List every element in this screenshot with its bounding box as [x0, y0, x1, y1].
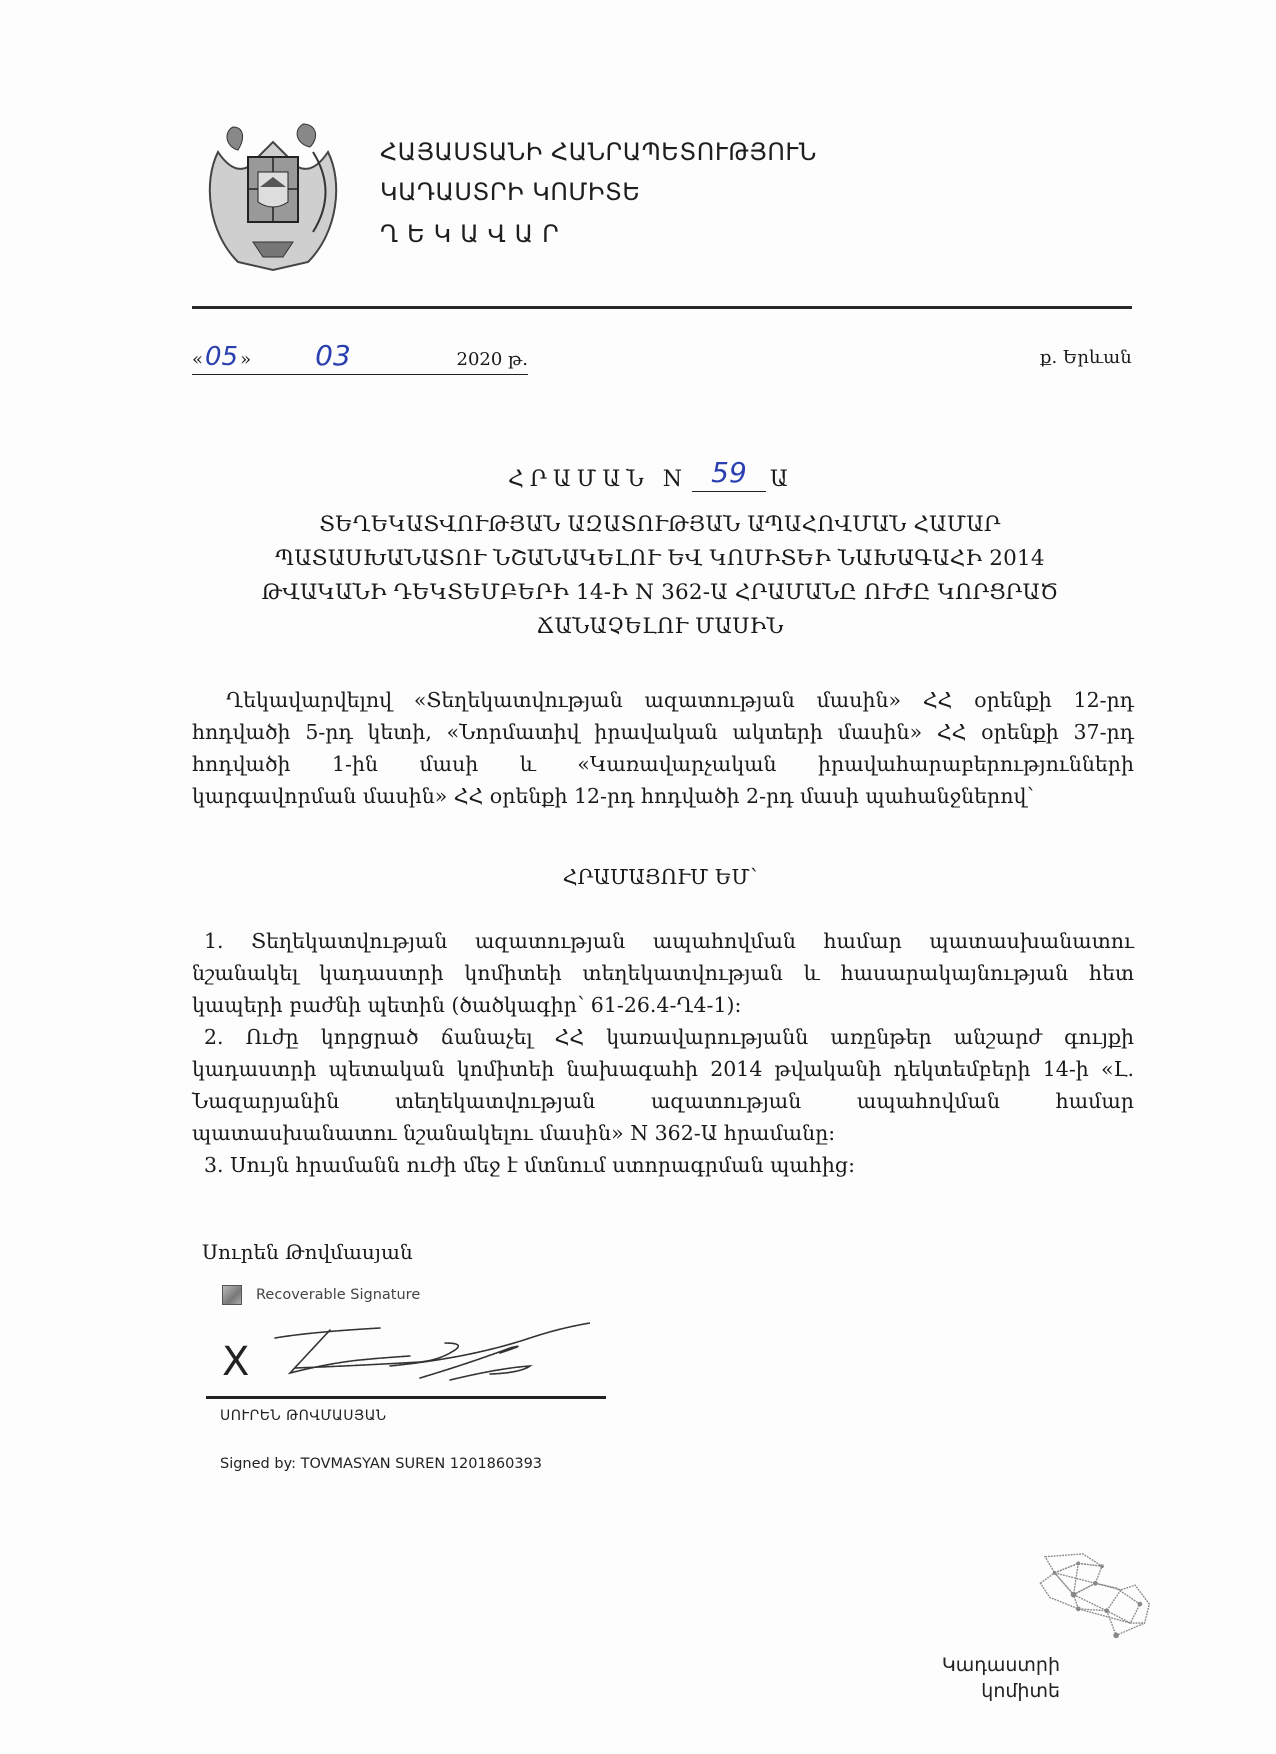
- title-line: ՃԱՆԱՉԵԼՈՒ ՄԱՍԻՆ: [536, 614, 784, 639]
- logo-text-line2: կոմիտե: [981, 1680, 1060, 1702]
- order-heading: [508, 452, 794, 492]
- preamble-line: հոդվածի 5-րդ կետի, «Նորմատիվ իրավական ակտերի մասին» ՀՀ օրենքի 37-րդ: [192, 720, 1134, 744]
- title-line: ԹՎԱԿԱՆԻ ԴԵԿՏԵՄԲԵՐԻ 14-Ի N 362-Ա ՀՐԱՄԱՆԸ ՈՒԺԸ ԿՈՐՑՐԱԾ: [261, 580, 1059, 605]
- order-number-field: [692, 451, 766, 492]
- date-day: 05: [205, 342, 239, 372]
- title-line: ՊԱՏԱՍԽԱՆԱՏՈՒ ՆՇԱՆԱԿԵԼՈՒ ԵՎ ԿՈՄԻՏԵԻ ՆԱԽԱԳԱՀԻ 2014: [275, 546, 1045, 571]
- date-close-quote: »: [240, 349, 252, 370]
- title-line: ՏԵՂԵԿԱՏՎՈՒԹՅԱՆ ԱԶԱՏՈՒԹՅԱՆ ԱՊԱՀՈՎՄԱՆ ՀԱՄԱՐ: [319, 512, 1001, 537]
- recoverable-signature: [222, 1285, 420, 1305]
- signature-x-mark: X: [222, 1339, 250, 1385]
- order-item-1: [192, 925, 1134, 1021]
- decree-heading: ՀՐԱՄԱՅՈՒՄ ԵՄ՝: [562, 865, 758, 889]
- order-title: [190, 508, 1130, 644]
- header-country: ՀԱՅԱՍՏԱՆԻ ՀԱՆՐԱՊԵՏՈՒԹՅՈՒՆ: [380, 138, 817, 166]
- signed-by: Signed by: TOVMASYAN SUREN 1201860393: [220, 1456, 543, 1472]
- item-line: նշանակել կադաստրի կոմիտեի տեղեկատվության և հասարակայնության հետ: [192, 961, 1134, 985]
- signature-printed-name: ՍՈՒՐԵՆ ԹՈՎՄԱՍՅԱՆ: [220, 1408, 387, 1424]
- signature-line: [206, 1396, 606, 1399]
- item-line: 3. Սույն հրամանն ուժի մեջ է մտնում ստորագրման պահից:: [204, 1153, 855, 1177]
- order-item-2: [192, 1021, 1134, 1149]
- order-item-3: [192, 1149, 1134, 1181]
- item-line: կապերի բաժնի պետին (ծածկագիր՝ 61-26.4-Ղ4-1):: [192, 993, 742, 1017]
- signature-image-icon: [222, 1285, 242, 1305]
- item-line: 2. Ուժը կորցրած ճանաչել ՀՀ կառավարությանն առընթեր անշարժ գույքի: [204, 1025, 1134, 1049]
- item-line: կադաստրի պետական կոմիտեի նախագահի 2014 թվականի դեկտեմբերի 14-ի «Լ.: [192, 1057, 1134, 1081]
- order-number: 59: [711, 456, 747, 489]
- order-label: ՀՐԱՄԱՆ N: [508, 467, 688, 492]
- item-line: 1. Տեղեկատվության ազատության ապահովման համար պատասխանատու: [204, 929, 1134, 953]
- date-open-quote: «: [192, 349, 204, 370]
- handwritten-signature: [270, 1318, 590, 1388]
- order-suffix: Ա: [769, 467, 794, 492]
- header-divider: [192, 306, 1132, 309]
- cadastre-network-logo: [1025, 1552, 1160, 1642]
- header-position: ՂԵԿԱՎԱՐ: [380, 220, 568, 248]
- city: ք. Երևան: [1040, 347, 1132, 368]
- preamble-line: հոդվածի 1-ին մասի և «Կառավարչական իրավահարաբերությունների: [192, 752, 1134, 776]
- preamble-line: Ղեկավարվելով «Տեղեկատվության ազատության մասին» ՀՀ օրենքի 12-րդ: [226, 688, 1134, 712]
- date-year: 2020 թ.: [456, 349, 528, 370]
- item-line: Նազարյանին տեղեկատվության ազատության ապահովման համար: [192, 1089, 1134, 1113]
- recoverable-signature-label: Recoverable Signature: [256, 1287, 421, 1303]
- signer-name: Սուրեն Թովմասյան: [202, 1240, 413, 1264]
- date-month: 03: [315, 339, 351, 372]
- item-line: պատասխանատու նշանակելու մասին» N 362-Ա հրամանը:: [192, 1121, 836, 1145]
- header-agency: ԿԱԴԱՍՏՐԻ ԿՈՄԻՏԵ: [380, 178, 641, 206]
- coat-of-arms-emblem: [198, 112, 348, 272]
- preamble: [192, 684, 1134, 812]
- preamble-line: կարգավորման մասին» ՀՀ օրենքի 12-րդ հոդվածի 2-րդ մասի պահանջներով՝: [192, 784, 1034, 808]
- cadastre-logo-text: [920, 1652, 1060, 1704]
- date-line: [192, 334, 528, 375]
- logo-text-line1: Կադաստրի: [941, 1654, 1060, 1676]
- order-items: [192, 925, 1134, 1181]
